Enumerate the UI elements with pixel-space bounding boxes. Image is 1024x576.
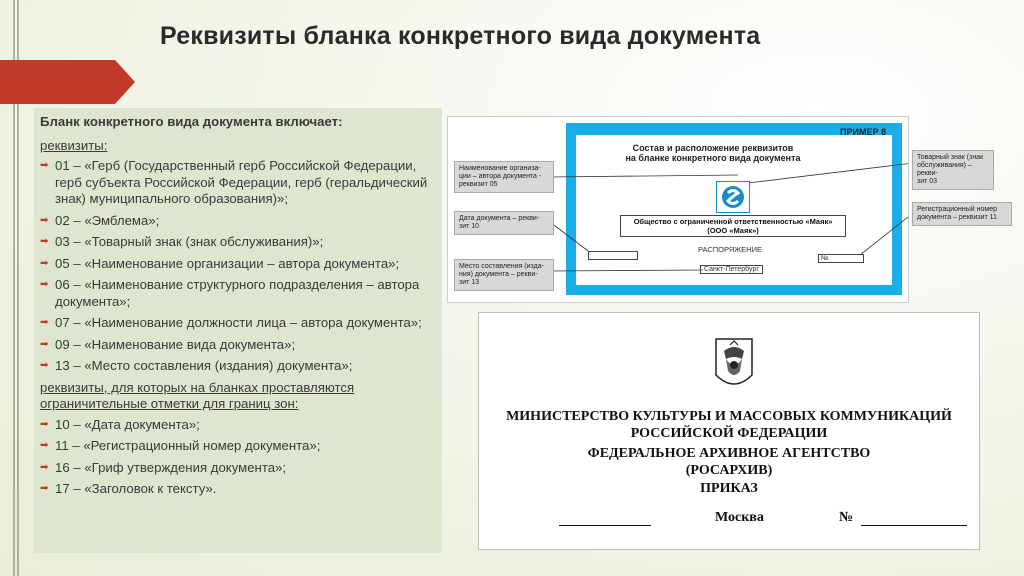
- arrow-bullet-icon: ➡: [40, 279, 49, 290]
- example-org-name: Общество с ограниченной ответственностью «Маяк» (ООО «Маяк»): [620, 215, 846, 237]
- form-country: РОССИЙСКОЙ ФЕДЕРАЦИИ: [630, 426, 828, 441]
- coat-of-arms-icon: [712, 335, 756, 395]
- example-label: ПРИМЕР 8: [840, 127, 886, 137]
- list-item: ➡ 11 – «Регистрационный номер документа»;: [40, 438, 321, 453]
- requisites-panel: [34, 108, 442, 553]
- arrow-bullet-icon: ➡: [40, 317, 49, 328]
- callout-regnum: Регистрационный номер документа – реквизит 11: [912, 202, 1012, 226]
- list-item: ➡ 02 – «Эмблема»;: [40, 212, 160, 228]
- example-doc-type: РАСПОРЯЖЕНИЕ: [698, 245, 762, 254]
- section1-list: [40, 158, 436, 375]
- list-item: ➡ 13 – «Место составления (издания) документа»;: [40, 358, 353, 373]
- example-date-mark: [588, 251, 638, 260]
- arrow-bullet-icon: ➡: [40, 461, 49, 473]
- form-agency: ФЕДЕРАЛЬНОЕ АРХИВНОЕ АГЕНТСТВО: [587, 446, 871, 461]
- list-item: ➡ 16 – «Гриф утверждения документа»;: [40, 459, 287, 475]
- page-title: Реквизиты бланка конкретного вида документа: [160, 22, 761, 50]
- list-item: ➡ 01 – «Герб (Государственный герб Российской Федерации, герб субъекта Российской Федерации, герб (геральдический знак) муниципального образования)»;: [40, 158, 428, 206]
- callout-trademark: Товарный знак (знак обслуживания) – рекви- зит 03: [912, 150, 994, 190]
- arrow-bullet-icon: ➡: [40, 418, 49, 430]
- list-item: ➡ 05 – «Наименование организации – автора документа»;: [40, 255, 400, 271]
- title-ribbon: [0, 60, 135, 104]
- list-item: ➡ 03 – «Товарный знак (знак обслуживания)»;: [40, 234, 324, 249]
- arrow-bullet-icon: ➡: [40, 338, 49, 350]
- form-date-blank: [559, 524, 651, 526]
- form-ministry: МИНИСТЕРСТВО КУЛЬТУРЫ И МАССОВЫХ КОММУНИКАЦИЙ: [506, 409, 952, 424]
- form-sample: [478, 312, 980, 550]
- example-image: [447, 116, 909, 303]
- example-logo-icon: [716, 181, 750, 213]
- callout-place: Место составления (изда- ния) документа – рекви- зит 13: [454, 259, 554, 291]
- section2-label: реквизиты, для которых на бланках проставляются ограничительные отметки для границ зон:: [40, 379, 355, 411]
- form-doc-type: ПРИКАЗ: [700, 481, 758, 496]
- arrow-bullet-icon: ➡: [40, 360, 49, 371]
- section1-label: реквизиты:: [40, 137, 108, 153]
- list-item: ➡ 17 – «Заголовок к тексту».: [40, 481, 217, 496]
- section2-list: [40, 417, 436, 498]
- example-city: Санкт-Петербург: [700, 265, 763, 274]
- callout-org: Наименование организа- ции – автора документа - реквизит 05: [454, 161, 554, 193]
- intro-text: Бланк конкретного вида документа включает:: [40, 114, 343, 129]
- arrow-bullet-icon: ➡: [40, 440, 49, 451]
- example-number: №: [818, 254, 864, 263]
- callout-date: Дата документа – рекви- зит 10: [454, 211, 554, 235]
- arrow-bullet-icon: ➡: [40, 236, 49, 247]
- list-item: ➡ 09 – «Наименование вида документа»;: [40, 336, 296, 352]
- form-number-label: №: [839, 510, 854, 525]
- arrow-bullet-icon: ➡: [40, 160, 49, 171]
- example-heading: Состав и расположение реквизитов на бланке конкретного вида документа: [625, 143, 801, 163]
- list-item: ➡ 07 – «Наименование должности лица – автора документа»;: [40, 315, 422, 330]
- list-item: ➡ 06 – «Наименование структурного подразделения – автора документа»;: [40, 277, 420, 309]
- form-city: Москва: [715, 510, 764, 525]
- arrow-bullet-icon: ➡: [40, 214, 49, 226]
- list-item: ➡ 10 – «Дата документа»;: [40, 416, 200, 432]
- arrow-bullet-icon: ➡: [40, 483, 49, 494]
- form-number-blank: [861, 524, 967, 526]
- arrow-bullet-icon: ➡: [40, 257, 49, 269]
- form-agency-short: (РОСАРХИВ): [685, 463, 773, 478]
